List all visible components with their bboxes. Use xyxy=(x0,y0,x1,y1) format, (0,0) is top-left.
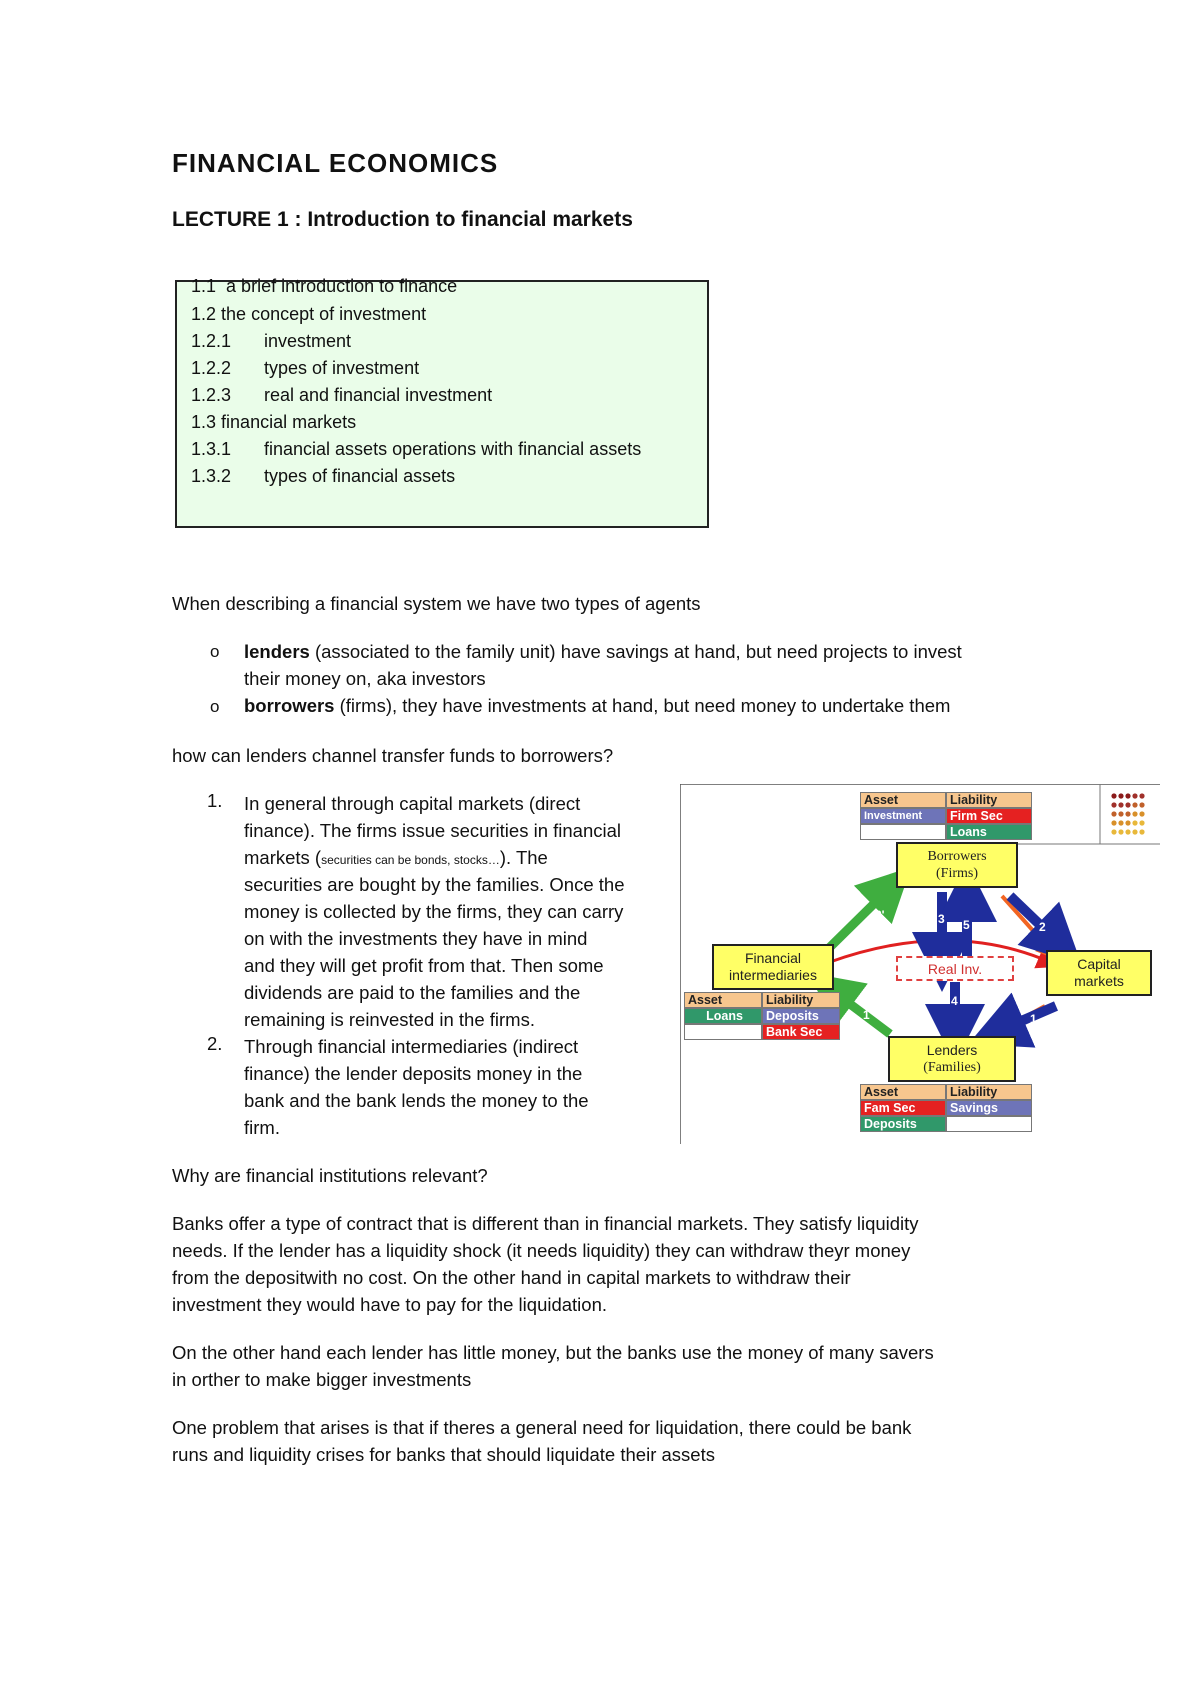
borrowers-sub: (Firms) xyxy=(936,866,978,881)
fi-asset-empty xyxy=(684,1024,762,1040)
list-item-line: and they will get profit from that. Then some xyxy=(244,955,604,976)
decorative-dot xyxy=(1139,802,1144,807)
decorative-dot xyxy=(1139,811,1144,816)
list-item-line: In general through capital markets (direct xyxy=(244,793,581,814)
toc-item: 1.3 financial markets xyxy=(191,412,357,432)
bottom-asset-deposits: Deposits xyxy=(860,1116,946,1132)
bottom-asset-header: Asset xyxy=(860,1084,946,1100)
top-asset-header: Asset xyxy=(860,792,946,808)
decorative-dot xyxy=(1111,820,1116,825)
decorative-dot xyxy=(1139,793,1144,798)
paragraph-line: in orther to make bigger investments xyxy=(172,1369,472,1390)
arrow-2 xyxy=(1010,896,1060,944)
list-item-line: securities are bought by the families. Once the xyxy=(244,874,625,895)
lenders-sub: (Families) xyxy=(923,1060,981,1075)
arrow-label: 5 xyxy=(963,918,970,932)
decorative-dot xyxy=(1139,829,1144,834)
bullet-borrowers: borrowers (firms), they have investments at hand, but need money to undertake them xyxy=(244,695,951,716)
bullet-lenders: lenders (associated to the family unit) have savings at hand, but need projects to invest xyxy=(244,641,962,662)
paragraph-line: investment they would have to pay for the liquidation. xyxy=(172,1294,608,1315)
toc-item: 1.1 a brief introduction to finance xyxy=(191,276,458,296)
bottom-liability-savings: Savings xyxy=(946,1100,1032,1116)
borrowers-box xyxy=(896,842,1018,888)
decorative-dot xyxy=(1125,793,1130,798)
question-text: how can lenders channel transfer funds to borrowers? xyxy=(172,745,614,766)
capital-markets-box xyxy=(1046,950,1152,996)
fi-asset-loans: Loans xyxy=(684,1008,762,1024)
top-liability-loans: Loans xyxy=(946,824,1032,840)
top-liability-header: Liability xyxy=(946,792,1032,808)
lecture-subtitle: LECTURE 1 : Introduction to financial markets xyxy=(172,208,633,231)
paragraph-line: needs. If the lender has a liquidity shock (it needs liquidity) they can withdraw theyr money xyxy=(172,1240,911,1261)
decorative-dot xyxy=(1125,829,1130,834)
decorative-dot xyxy=(1139,820,1144,825)
list-item-line: on with the investments they have in mind xyxy=(244,928,588,949)
top-asset-empty xyxy=(860,824,946,840)
arrow-label: 2 xyxy=(1039,920,1046,934)
intermediaries-label: Financial xyxy=(744,950,802,966)
bullet-lenders-line2: their money on, aka investors xyxy=(244,668,486,689)
lenders-box xyxy=(888,1036,1016,1082)
arrow-label: 4 xyxy=(951,994,958,1008)
top-asset-investment: Investment xyxy=(860,808,946,824)
decorative-dot xyxy=(1132,802,1137,807)
decorative-dot xyxy=(1111,811,1116,816)
list-number: 2. xyxy=(207,1033,223,1054)
paragraph-line: from the depositwith no cost. On the other hand in capital markets to withdraw their xyxy=(172,1267,851,1288)
decorative-dot xyxy=(1132,811,1137,816)
top-liability-firmsec: Firm Sec xyxy=(946,808,1032,824)
list-item-line: finance) the lender deposits money in the xyxy=(244,1063,583,1084)
paragraph-line: runs and liquidity crises for banks that should liquidate their assets xyxy=(172,1444,715,1465)
arrow-label: 1' xyxy=(863,1008,873,1022)
decorative-dot xyxy=(1125,811,1130,816)
paragraph-line: One problem that arises is that if theres a general need for liquidation, there could be bank xyxy=(172,1417,912,1438)
intro-text: When describing a financial system we have two types of agents xyxy=(172,593,701,614)
decorative-dot xyxy=(1111,829,1116,834)
fi-liability-header: Liability xyxy=(762,992,840,1008)
fi-asset-header: Asset xyxy=(684,992,762,1008)
decorative-dot xyxy=(1132,793,1137,798)
list-item-line: finance). The firms issue securities in financial xyxy=(244,820,622,841)
document-title: FINANCIAL ECONOMICS xyxy=(172,148,499,178)
list-item-line: dividends are paid to the families and the xyxy=(244,982,581,1003)
bottom-liability-header: Liability xyxy=(946,1084,1032,1100)
dots-decoration xyxy=(1111,793,1144,834)
toc-item: 1.2.2 types of investment xyxy=(191,358,420,378)
decorative-dot xyxy=(1118,802,1123,807)
question-text: Why are financial institutions relevant? xyxy=(172,1165,488,1186)
capital-label: Capital xyxy=(1077,956,1121,972)
bottom-liability-empty xyxy=(946,1116,1032,1132)
decorative-dot xyxy=(1125,820,1130,825)
toc-item: 1.2 the concept of investment xyxy=(191,304,427,324)
intermediaries-box xyxy=(712,944,834,990)
arrow-1 xyxy=(996,1006,1056,1032)
bullet-marker: o xyxy=(210,697,220,716)
toc-item: 1.3.1 financial assets operations with financial assets xyxy=(191,439,642,459)
paragraph-line: On the other hand each lender has little money, but the banks use the money of many savers xyxy=(172,1342,934,1363)
toc-item: 1.2.3 real and financial investment xyxy=(191,385,493,405)
toc-item: 1.3.2 types of financial assets xyxy=(191,466,456,486)
decorative-dot xyxy=(1118,793,1123,798)
list-item-line: markets (securities can be bonds, stocks…). The xyxy=(244,847,548,868)
list-item-line: bank and the bank lends the money to the xyxy=(244,1090,589,1111)
financial-flow-diagram xyxy=(680,784,1160,1144)
toc-item: 1.2.1 investment xyxy=(191,331,352,351)
table-of-contents xyxy=(175,276,709,528)
lenders-label: Lenders xyxy=(926,1042,978,1058)
borrowers-label: Borrowers xyxy=(927,849,987,864)
list-item-line: firm. xyxy=(244,1117,280,1138)
decorative-dot xyxy=(1132,820,1137,825)
arrow-label: 2' xyxy=(875,908,885,922)
decorative-dot xyxy=(1118,820,1123,825)
fi-liability-deposits: Deposits xyxy=(762,1008,840,1024)
list-item-line: Through financial intermediaries (indirect xyxy=(244,1036,579,1057)
paragraph-line: Banks offer a type of contract that is different than in financial markets. They satisfy liquidity xyxy=(172,1213,919,1234)
real-investment-label: Real Inv. xyxy=(896,956,1014,981)
decorative-dot xyxy=(1111,802,1116,807)
decorative-dot xyxy=(1111,793,1116,798)
list-item-line: remaining is reinvested in the firms. xyxy=(244,1009,535,1030)
arrow-label: 1 xyxy=(1030,1012,1037,1026)
fi-liability-banksec: Bank Sec xyxy=(762,1024,840,1040)
capital-label: markets xyxy=(1074,973,1124,989)
arrow-label: 3 xyxy=(938,912,945,926)
list-item-line: money is collected by the firms, they can carry xyxy=(244,901,624,922)
bottom-asset-famsec: Fam Sec xyxy=(860,1100,946,1116)
bullet-marker: o xyxy=(210,642,220,661)
decorative-dot xyxy=(1132,829,1137,834)
list-number: 1. xyxy=(207,790,223,811)
decorative-dot xyxy=(1118,811,1123,816)
decorative-dot xyxy=(1118,829,1123,834)
decorative-dot xyxy=(1125,802,1130,807)
intermediaries-label: intermediaries xyxy=(729,967,817,983)
